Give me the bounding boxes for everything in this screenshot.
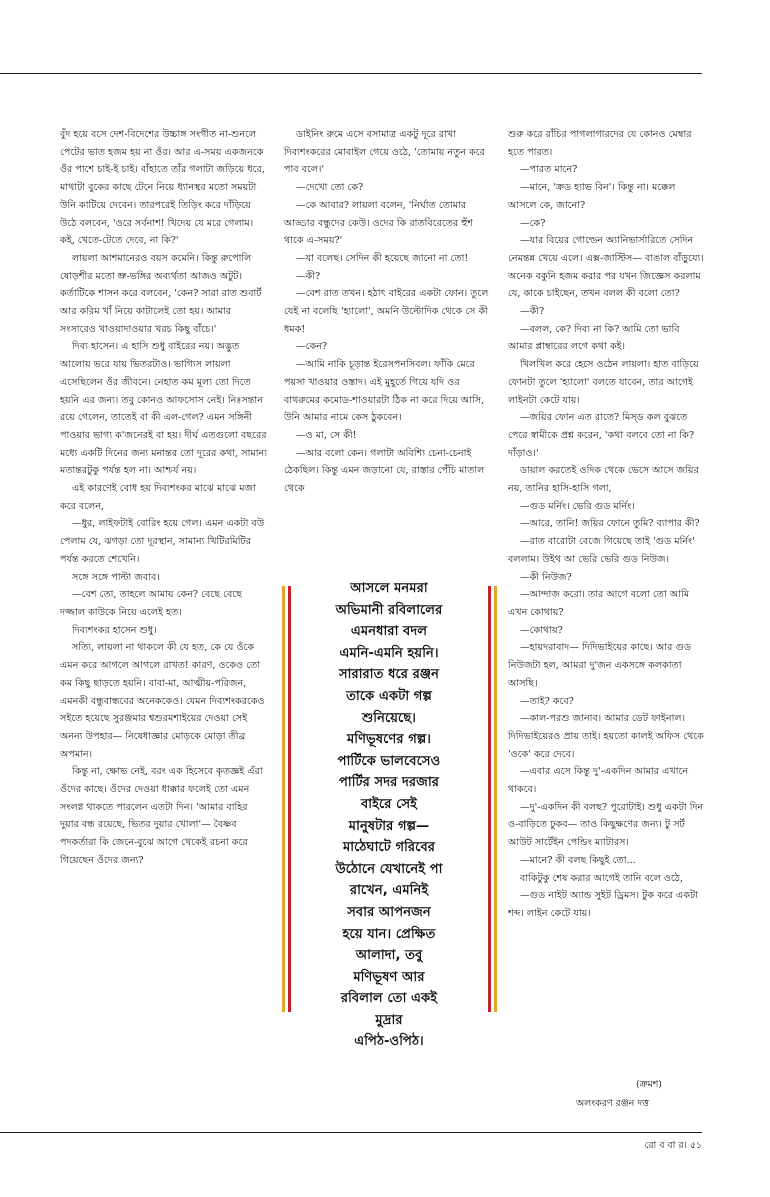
paragraph: সঙ্গে সঙ্গে পাল্টা জবাব। <box>72 571 160 583</box>
paragraph: খিলখিল করে হেসে ওঠেন লায়লা। হাত বাড়িয়ে ফোনটা তুলে 'হ্যালো' বলতে যাবেন, তার আগেই লাইনটা কেটে যায়। <box>508 359 699 406</box>
pull-quote-line: রবিলাল তো একই <box>340 991 438 1007</box>
paragraph: —কী? <box>296 270 321 282</box>
paragraph: —পারত মানে? <box>520 164 578 176</box>
pull-quote-line: আসলে মনমরা <box>350 581 428 596</box>
paragraph: দিব্য হাসেন। এ হাসি শুধু বাইরের নয়। অদ্ভুত আলোয় ভরে যায় ভিতরটাও। ভাগ্যিস লায়লা এসেছিলেন ওঁর জীবনে। নেহাত কম মূল্য তো দিতে হয়নি এর জন্য। তবু কোনও আফসোস নেই। নিঃসন্তান রয়ে গেলেন, তাতেই বা কী এল-গেল? এমন সঙ্গিনী পাওয়ার ভাগ্য ক'জনেরই বা হয়। দীর্ঘ এতগুলো বছরের মধ্যে একটি দিনের জন্য মনান্তর তো দূরের কথা, সামান্য মতান্তরটুকু পর্যন্ত হল না। আশ্চর্য নয়। <box>60 341 267 477</box>
paragraph: ডায়াল করতেই ওদিক থেকে ভেসে আসে জয়ির নয়, তানির হাসি-হাসি গলা, <box>508 465 699 495</box>
pull-quote-line: এপিঠ-ওপিঠ। <box>354 1034 424 1050</box>
paragraph: ডাইনিং রুমে এসে বসামাত্র একটু দূরে রাখা দিব্যশংকরের মোবাইল গেয়ে ওঠে, 'তোমায় নতুন করে পাব বলে।' <box>284 129 485 176</box>
paragraph: —মানে, 'ক্রড হ্যাভ বিন'। কিন্তু না। মক্কেল আসলে কে, জানো? <box>508 182 676 211</box>
pull-quote-line: সবার আপনজন <box>347 904 431 920</box>
continued-label: (ক্রমশ) <box>636 1079 662 1090</box>
pull-quote-line: মণিভূষণের গল্প। <box>346 732 432 748</box>
paragraph: —বেশ তো, তাহলে আমায় কেন? বেছে বেছে দজ্জাল কাউকে নিয়ে এলেই হত। <box>60 589 242 618</box>
paragraph: বুঁদ হয়ে বসে দেশ-বিদেশের উচ্চাঙ্গ সংগীত না-শুনলে পেটের ভাত হজম হয় না ওঁর। আর এ-সময় একজনকে ওঁর পাশে চাই-ই চাই। বাঁহাতে তাঁর গলাটা জড়িয়ে ধরে, মাথাটা বুকের কাছে টেনে নিয়ে ধ্যানস্থর মতো সময়টা উনি কাটিয়ে দেবেন। তারপরেই তিড়িং করে দাঁড়িয়ে উঠে বলবেন, 'ওরে সর্বনাশ! খিদেয় যে মরে গেলাম। কই, খেতে-টেতে দেবে, না কি?' <box>60 129 265 247</box>
pull-quote-line: এমনধারা বদল <box>350 624 428 640</box>
paragraph: —কোথায়? <box>520 624 563 636</box>
paragraph: —তাই? কবে? <box>520 695 574 707</box>
paragraph: সত্যি, লায়লা না থাকলে কী যে হত, কে যে ওঁকে এমন করে আগলে আগলে রাখত! কারণ, ওকেও তো কম কিছু ছাড়তে হয়নি। বাবা-মা, আত্মীয়-পরিজন, এমনকী বন্ধুবান্ধবের অনেককেও। যেমন দিব্যশংকরকেও সইতে হয়েছে সুরঞ্জমার শ্বশুরমশাইয়ের দেওয়া সেই অনন্য উপহার— নিষেধাজ্ঞার মোড়কে মোড়া তীব্র অপমান। <box>60 642 265 760</box>
article-column-3 <box>508 126 704 923</box>
paragraph: লায়লা আশমানেরও বয়স কমেনি। কিন্তু রুপোলি ষোড়শীর মতো ভ্রু-ভঙ্গির অব্যর্থতা আজও অটুট। কর্তাটিকে শাসন করে বলবেন, 'কেন? সারা রাত শুবার্ট আর করিম খাঁ নিয়ে কাটালেই তো হয়। আমার সংসারেও খাওয়াদাওয়ার খরচ কিছু বাঁচে।' <box>60 252 262 335</box>
article-column-1 <box>60 126 268 870</box>
pull-quote-text <box>300 578 478 1053</box>
paragraph: —আর বলো কেন। গলাটা অবিশ্যি চেনা-চেনাই ঠেকছিল। কিন্তু এমন জড়ানো যে, রাস্তার পেঁচি মাতাল থেকে <box>284 447 485 495</box>
pull-quote-line: মাঠেঘাটে গরিবের <box>342 840 436 856</box>
pull-quote-line: উঠোনে যেখানেই পা <box>335 861 443 877</box>
paragraph: —কেন? <box>296 341 328 353</box>
paragraph: —আমি নাকি চূড়ান্ত ইরেসপনসিবল। ফাঁকি মেরে পয়সা খাওয়ার ওস্তাদ। এই মুহূর্তে গিয়ে যদি ওর বাথরুমের কমোড-শাওয়ারটা ঠিক না করে দিয়ে আসি, উনি আমার নামে কেস ঠুকবেন। <box>284 359 485 424</box>
pull-quote-line: সারারাত ধরে রঞ্জন <box>338 667 440 683</box>
pull-quote-line: শুনিয়েছে। <box>361 710 417 726</box>
paragraph: —কাল-পরশু জানাব। আমার ডেট ফাইনাল। দিদিভাইয়েরও প্রায় তাই। হয়তো কালই অফিস থেকে 'ওকে' করে দেবে। <box>508 713 704 760</box>
paragraph: —বলল, কে? দিব্য না কি? আমি তো ভাবি আমার প্লাম্বারের লগে কথা কই। <box>508 323 680 353</box>
pull-quote-line: অভিমানী রবিলালের <box>335 602 443 618</box>
paragraph: —আন্দাজ করো। তার আগে বলো তো আমি এখন কোথায়? <box>508 589 690 618</box>
paragraph: —রাত বারোটা বেজে গিয়েছে তাই 'গুড মর্নিং' বললাম। উইথ আ ভেরি ভেরি গুড নিউজ। <box>508 536 695 565</box>
bottom-rule <box>0 1132 702 1133</box>
paragraph: —এবার এসে কিন্তু দু'-একদিন আমার এখানে থাকবে। <box>508 766 689 796</box>
top-rule <box>0 73 702 74</box>
article-column-2 <box>284 126 492 498</box>
page-folio: রো ব বা র। ৫১ <box>644 1140 702 1151</box>
paragraph: —কে? <box>520 217 546 229</box>
paragraph: —গুড নাইট অ্যান্ড সুইট ড্রিমস। টুক করে একটা শব্দ। লাইন কেটে যায়। <box>508 890 699 919</box>
pull-quote-line: রাখেন, এমনিই <box>349 883 429 899</box>
paragraph: —যা বলেছ। সেদিন কী হয়েছে জানো না তো! <box>296 252 469 264</box>
pull-quote-line: পার্টির সদর দরজার <box>338 775 440 791</box>
paragraph: —কী? <box>520 306 545 318</box>
paragraph: এই কারণেই বোধ হয় দিব্যশংকর মাঝে মাঝে মজা করে বলেন, <box>60 483 256 512</box>
pull-quote-red-bar-right <box>488 586 491 1012</box>
pull-quote-line: হয়ে যান। প্রেক্ষিত <box>342 926 436 942</box>
illustration-credit: অলংকরণ রঞ্জন দত্ত <box>576 1098 649 1109</box>
pull-quote-line: বাইরে সেই <box>360 796 418 812</box>
pull-quote-line: মুদ্রার <box>375 1012 403 1028</box>
pull-quote-line: এমনি-এমনি হয়নি। <box>339 645 439 661</box>
pull-quote-line: মানুষটার গল্প— <box>348 818 430 834</box>
pull-quote-red-bar-left <box>288 586 291 1012</box>
paragraph: —কে আবার? লায়লা বলেন, 'নির্ঘাত তোমার আড্ডার বন্ধুদের কেউ। ওদের কি রাতবিরেতের হুঁশ থাকে এ-সময়?' <box>284 199 474 247</box>
paragraph: —যার বিয়ের গোল্ডেন অ্যানিভার্সারিতে সেদিন নেমন্তন্ন খেয়ে এলে। এক্স-জাস্টিস— বাঙাল বাঁড়ুয্যে। অনেক বকুনি হজম করার পর যখন জিজ্ঞেস করলাম যে, কাকে চাইছেন, তখন বলল কী বলো তো? <box>508 235 704 300</box>
pull-quote-line: পার্টিকে ভালবেসেও <box>337 753 441 769</box>
paragraph: —কী নিউজ? <box>520 571 572 583</box>
paragraph: —বেশ রাত তখন। হঠাৎ বাইরের একটা ফোন। তুলে যেই না বলেছি 'হ্যালো', অমনি উল্টোদিক থেকে সে কী ধমক! <box>284 288 489 335</box>
paragraph: —জয়ির ফোন এত রাতে? মিস্‌ড কল বুঝতে পেরে স্বামীকে প্রশ্ন করেন, 'কথা বলবে তো না কি? দাঁড়াও।' <box>508 412 695 459</box>
pull-quote <box>282 578 496 1050</box>
paragraph: —মানে? কী বলছ কিছুই তো... <box>520 854 636 866</box>
pull-quote-gold-bar-right <box>494 586 497 1012</box>
paragraph: —আরে, তানি! জয়ির ফোনে তুমি? ব্যাপার কী? <box>520 518 700 530</box>
pull-quote-line: আলাদা, তবু <box>355 948 423 964</box>
paragraph: —দেখো তো কে? <box>296 182 364 194</box>
paragraph: —হায়দরাবাদ— দিদিভাইয়ের কাছে। আর গুড নিউজটা হল, আমরা দু'জন একসঙ্গে কলকাতা আসছি। <box>508 642 692 689</box>
paragraph: দিব্যশংকর হাসেন শুধু। <box>72 624 157 636</box>
paragraph: —ও মা, সে কী! <box>296 429 357 441</box>
paragraph: বাকিটুকু শেষ করার আগেই তানি বলে ওঠে, <box>520 872 683 884</box>
paragraph: —ধুর, লাইফটাই বোরিং হয়ে গেল। এমন একটা বউ পেলাম যে, ঝগড়া তো দূরস্থান, সামান্য খিটিরমিটির পর্যন্ত করতে শেখেনি। <box>60 518 265 565</box>
paragraph: —দু'-একদিন কী বলছ? পুরোটাই। শুধু একটা দিন ও-বাড়িতে ঢুকব— তাও কিছুক্ষণের জন্য। টু সর্ট আউট সার্টেইন পেন্ডিং ম্যাটারস। <box>508 801 704 849</box>
paragraph: শুরু করে রাঁচির পাগলাগারদের যে কোনও মেম্বার হতে পারত। <box>508 129 692 158</box>
paragraph: —গুড মর্নিং। ভেরি গুড মর্নিং। <box>520 500 635 512</box>
pull-quote-line: তাকে একটা গল্প <box>346 688 432 704</box>
paragraph: কিন্তু না, ক্ষোভ নেই, বরং এক হিসেবে কৃতজ্ঞই এঁরা ওঁদের কাছে। ওঁদের দেওয়া ধাক্কার ফলেই তো এমন সংলগ্ন থাকতে পারলেন এতটা দিন। 'আমার বাহির দুয়ার বন্ধ রয়েছে, ভিতর দুয়ার খোলা'— বৈষ্ণব পদকর্তারা কি জেনে-বুঝে আগে থেকেই রচনা করে গিয়েছেন ওঁদের জন্য? <box>60 766 263 866</box>
pull-quote-line: মণিভূষণ আর <box>353 969 425 985</box>
pull-quote-gold-bar-left <box>282 586 285 1012</box>
